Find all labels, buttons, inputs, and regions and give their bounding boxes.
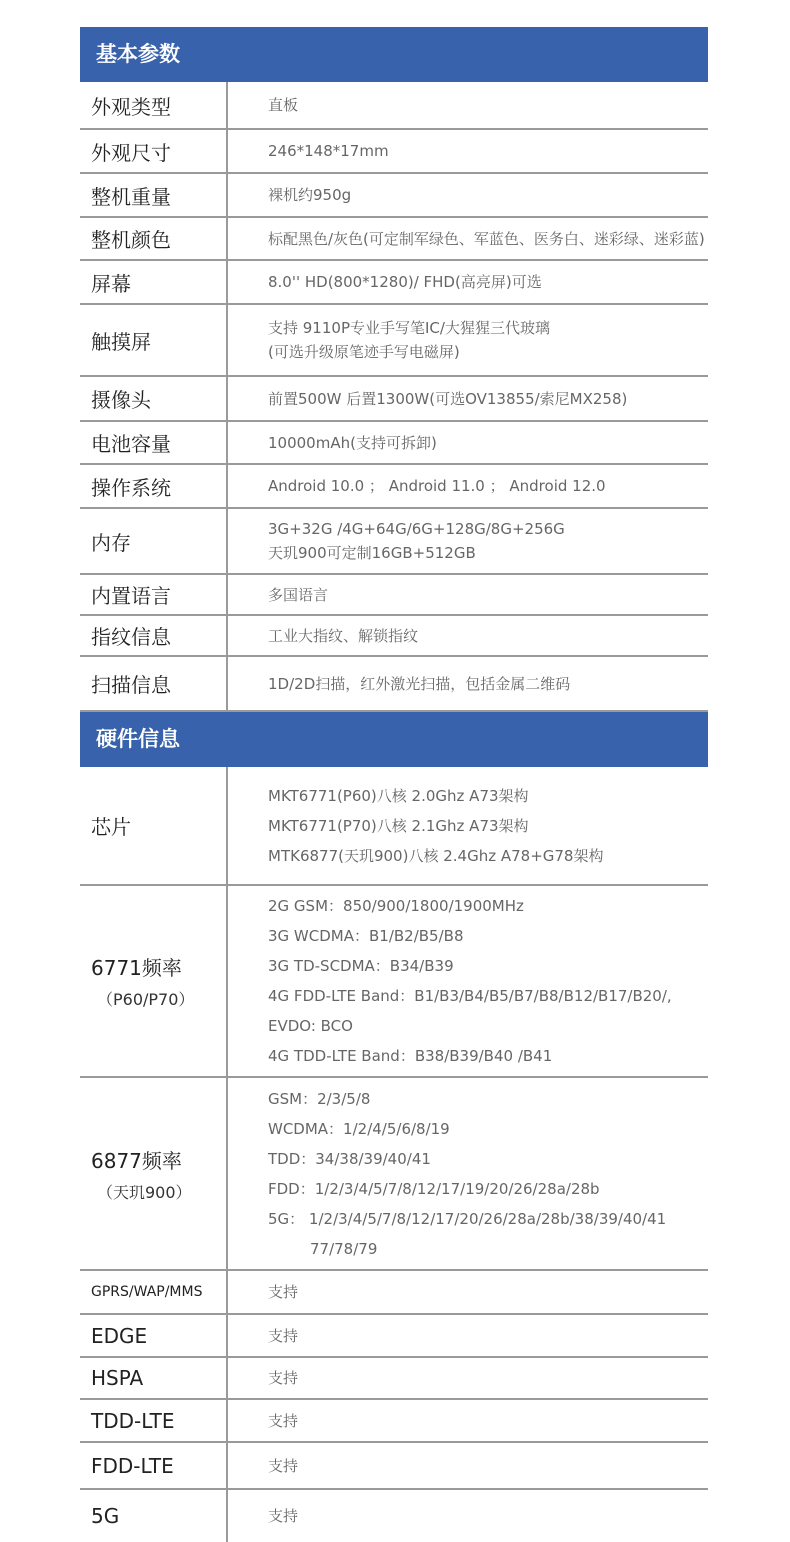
spec-label-text: FDD-LTE xyxy=(91,1453,174,1478)
spec-row xyxy=(80,465,708,509)
spec-value xyxy=(228,1315,708,1356)
spec-value xyxy=(228,1358,708,1398)
spec-value-line: 77/78/79 xyxy=(310,1239,378,1258)
spec-label xyxy=(80,1400,228,1441)
spec-value-line: 4G FDD-LTE Band：B1/B3/B4/B5/B7/B8/B12/B17/B20/, xyxy=(268,987,672,1005)
spec-label xyxy=(80,616,228,655)
spec-label-text: TDD-LTE xyxy=(91,1408,175,1433)
spec-value xyxy=(228,422,708,463)
spec-label-text: 内置语言 xyxy=(91,584,171,608)
spec-label-text: 指纹信息 xyxy=(91,625,171,649)
spec-value-line: 多国语言 xyxy=(268,585,329,604)
spec-label-text: 屏幕 xyxy=(91,271,131,296)
spec-label-text: 内存 xyxy=(91,530,131,555)
spec-label xyxy=(80,130,228,172)
spec-value xyxy=(228,1400,708,1441)
spec-value-line: 1D/2D扫描，红外激光扫描，包括金属二维码 xyxy=(268,674,571,693)
spec-label xyxy=(80,305,228,375)
spec-value xyxy=(228,82,708,128)
spec-row xyxy=(80,575,708,616)
spec-label xyxy=(80,1271,228,1313)
spec-value xyxy=(228,1271,708,1313)
spec-label-text: 摄像头 xyxy=(91,388,151,412)
spec-value-line: 2G GSM：850/900/1800/1900MHz xyxy=(268,897,524,915)
spec-label-text: 电池容量 xyxy=(91,432,171,456)
spec-value-line: FDD：1/2/3/4/5/7/8/12/17/19/20/26/28a/28b xyxy=(268,1179,600,1198)
spec-value-line: 裸机约950g xyxy=(268,186,352,204)
spec-value-line: 4G TDD-LTE Band：B38/B39/B40 /B41 xyxy=(268,1047,553,1065)
spec-label-text: 外观尺寸 xyxy=(91,140,171,165)
spec-value-line: GSM：2/3/5/8 xyxy=(268,1089,371,1108)
spec-row xyxy=(80,616,708,657)
spec-row xyxy=(80,1490,708,1542)
spec-label xyxy=(80,1443,228,1488)
spec-row xyxy=(80,1315,708,1358)
spec-label xyxy=(80,465,228,507)
spec-label xyxy=(80,1078,228,1269)
spec-label xyxy=(80,509,228,573)
spec-value xyxy=(228,218,708,259)
spec-value-line: 天玑900可定制16GB+512GB xyxy=(268,544,476,562)
spec-row xyxy=(80,377,708,422)
spec-label-sub: （P60/P70） xyxy=(97,990,195,1009)
spec-table xyxy=(80,27,708,1542)
spec-label xyxy=(80,657,228,710)
section-header: 基本参数 xyxy=(80,27,708,82)
spec-value-line: 支持 xyxy=(268,1507,299,1525)
spec-label xyxy=(80,377,228,420)
spec-value xyxy=(228,261,708,303)
spec-label-text: GPRS/WAP/MMS xyxy=(91,1284,203,1300)
section-header: 硬件信息 xyxy=(80,712,708,767)
spec-value-line: WCDMA：1/2/4/5/6/8/19 xyxy=(268,1119,450,1138)
spec-label-text: 操作系统 xyxy=(91,475,171,500)
spec-value-line: 3G TD-SCDMA：B34/B39 xyxy=(268,957,454,975)
spec-label xyxy=(80,886,228,1076)
spec-value xyxy=(228,130,708,172)
spec-value-line: TDD：34/38/39/40/41 xyxy=(268,1149,431,1168)
spec-label-text: 扫描信息 xyxy=(91,673,171,697)
spec-label-text: 外观类型 xyxy=(91,94,171,119)
spec-row xyxy=(80,1400,708,1443)
spec-row xyxy=(80,82,708,130)
spec-value-line: 前置500W 后置1300W(可选OV13855/索尼MX258) xyxy=(268,389,628,408)
spec-value-line: EVDO: BCO xyxy=(268,1017,353,1035)
spec-value-line: 支持 xyxy=(268,1456,299,1475)
spec-value-line: (可选升级原笔迹手写电磁屏) xyxy=(268,343,460,361)
spec-row xyxy=(80,174,708,218)
spec-value-line: 工业大指纹、解锁指纹 xyxy=(268,626,419,645)
spec-label xyxy=(80,575,228,614)
spec-label xyxy=(80,422,228,463)
spec-row xyxy=(80,886,708,1078)
spec-value-line: 3G WCDMA：B1/B2/B5/B8 xyxy=(268,927,464,945)
spec-label xyxy=(80,1315,228,1356)
spec-value-line: 10000mAh(支持可拆卸) xyxy=(268,433,437,452)
spec-value-line: 8.0'' HD(800*1280)/ FHD(高亮屏)可选 xyxy=(268,273,542,291)
spec-value xyxy=(228,1490,708,1542)
spec-row xyxy=(80,1443,708,1490)
spec-row xyxy=(80,130,708,174)
spec-value xyxy=(228,767,708,884)
spec-label xyxy=(80,767,228,884)
spec-row xyxy=(80,261,708,305)
spec-value-line: 246*148*17mm xyxy=(268,142,389,160)
spec-value xyxy=(228,377,708,420)
spec-label-text: 5G xyxy=(91,1504,120,1528)
spec-label xyxy=(80,218,228,259)
spec-label xyxy=(80,1490,228,1542)
spec-value xyxy=(228,657,708,710)
spec-label-text: 整机重量 xyxy=(91,184,171,209)
spec-value xyxy=(228,575,708,614)
spec-row xyxy=(80,1078,708,1271)
spec-row xyxy=(80,657,708,712)
spec-row xyxy=(80,305,708,377)
spec-row xyxy=(80,1358,708,1400)
spec-value xyxy=(228,305,708,375)
spec-label-text: 6771频率 xyxy=(91,956,182,980)
spec-value xyxy=(228,1078,708,1269)
spec-label xyxy=(80,82,228,128)
spec-label-text: 芯片 xyxy=(91,815,131,839)
spec-value-line: 3G+32G /4G+64G/6G+128G/8G+256G xyxy=(268,520,565,538)
spec-value-line: MKT6771(P70)八核 2.1Ghz A73架构 xyxy=(268,816,529,835)
spec-value-line: 支持 9110P专业手写笔IC/大猩猩三代玻璃 xyxy=(268,319,550,337)
spec-value-line: 标配黑色/灰色(可定制军绿色、军蓝色、医务白、迷彩绿、迷彩蓝) xyxy=(268,229,705,248)
spec-row xyxy=(80,509,708,575)
spec-value-line: Android 10.0 ； Android 11.0 ； Android 12.0 xyxy=(268,477,606,495)
spec-value-line: 支持 xyxy=(268,1369,299,1387)
spec-value-line: 支持 xyxy=(268,1411,299,1430)
spec-label-text: 触摸屏 xyxy=(91,329,151,354)
spec-value-line: 支持 xyxy=(268,1326,299,1345)
spec-value xyxy=(228,174,708,216)
spec-label-text: EDGE xyxy=(91,1323,148,1348)
spec-value-line: MKT6771(P60)八核 2.0Ghz A73架构 xyxy=(268,786,529,805)
spec-value xyxy=(228,616,708,655)
spec-label-text: 整机颜色 xyxy=(91,228,171,252)
spec-label-sub: （天玑900） xyxy=(97,1182,192,1202)
spec-value xyxy=(228,465,708,507)
spec-value xyxy=(228,1443,708,1488)
spec-value-line: 支持 xyxy=(268,1283,299,1301)
spec-value xyxy=(228,509,708,573)
spec-row xyxy=(80,422,708,465)
spec-label xyxy=(80,261,228,303)
spec-value xyxy=(228,886,708,1076)
spec-value-line: 5G： 1/2/3/4/5/7/8/12/17/20/26/28a/28b/38/39/40/41 xyxy=(268,1209,667,1228)
spec-row xyxy=(80,767,708,886)
spec-value-line: MTK6877(天玑900)八核 2.4Ghz A78+G78架构 xyxy=(268,846,604,865)
spec-value-line: 直板 xyxy=(268,96,299,114)
spec-label xyxy=(80,1358,228,1398)
spec-label-text: HSPA xyxy=(91,1366,144,1390)
spec-label-text: 6877频率 xyxy=(91,1148,182,1173)
spec-row xyxy=(80,1271,708,1315)
spec-row xyxy=(80,218,708,261)
spec-label xyxy=(80,174,228,216)
